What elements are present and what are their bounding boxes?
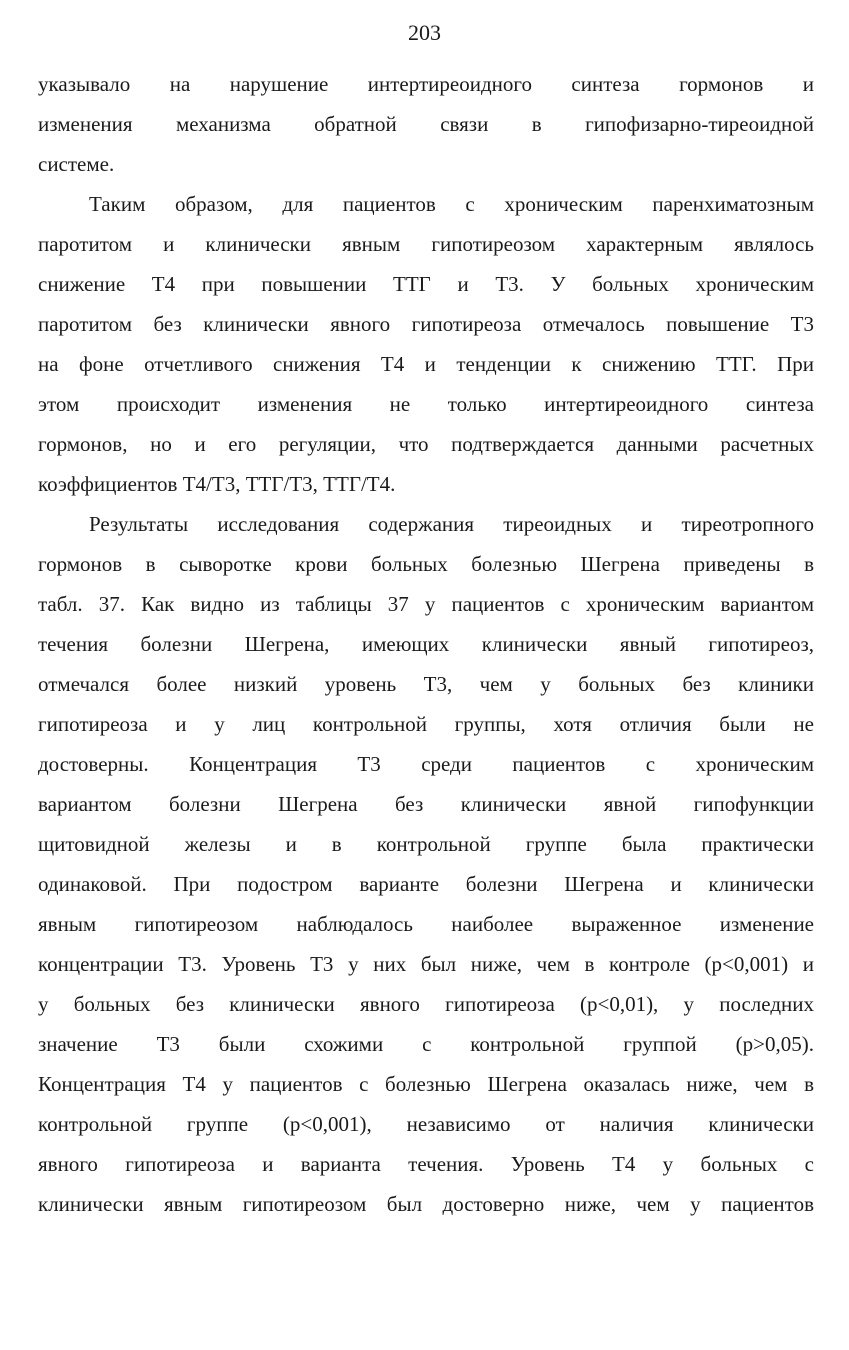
text-line: вариантом болезни Шегрена без клинически явной гипофункции xyxy=(38,792,814,816)
paragraph-2 xyxy=(38,184,814,504)
text-line: одинаковой. При подостром варианте болезни Шегрена и клинически xyxy=(38,872,814,896)
text-line: щитовидной железы и в контрольной группе была практически xyxy=(38,832,814,856)
text-line: явного гипотиреоза и варианта течения. Уровень Т4 у больных с xyxy=(38,1152,814,1176)
page-number: 203 xyxy=(408,20,441,45)
text-line: клинически явным гипотиреозом был достоверно ниже, чем у пациентов xyxy=(38,1192,814,1216)
body-text xyxy=(38,64,814,1224)
text-line: гормонов, но и его регуляции, что подтверждается данными расчетных xyxy=(38,432,814,456)
text-line: снижение Т4 при повышении ТТГ и Т3. У больных хроническим xyxy=(38,272,814,296)
text-line: отмечался более низкий уровень Т3, чем у больных без клиники xyxy=(38,672,814,696)
text-line: Таким образом, для пациентов с хроническим паренхиматозным xyxy=(89,192,814,216)
text-line: течения болезни Шегрена, имеющих клинически явный гипотиреоз, xyxy=(38,632,814,656)
text-line: концентрации Т3. Уровень Т3 у них был ниже, чем в контроле (р<0,001) и xyxy=(38,952,814,976)
text-line: на фоне отчетливого снижения Т4 и тенденции к снижению ТТГ. При xyxy=(38,352,814,376)
text-line: паротитом и клинически явным гипотиреозом характерным являлось xyxy=(38,232,814,256)
text-line: контрольной группе (р<0,001), независимо от наличия клинически xyxy=(38,1112,814,1136)
text-line: значение Т3 были схожими с контрольной группой (р>0,05). xyxy=(38,1032,814,1056)
text-line: указывало на нарушение интертиреоидного синтеза гормонов и xyxy=(38,72,814,96)
text-line: Концентрация Т4 у пациентов с болезнью Шегрена оказалась ниже, чем в xyxy=(38,1072,814,1096)
text-line: гормонов в сыворотке крови больных болезнью Шегрена приведены в xyxy=(38,552,814,576)
text-line: паротитом без клинически явного гипотиреоза отмечалось повышение Т3 xyxy=(38,312,814,336)
text-line: достоверны. Концентрация Т3 среди пациентов с хроническим xyxy=(38,752,814,776)
paragraph-1 xyxy=(38,64,814,184)
text-line: системе. xyxy=(38,152,115,176)
text-line: этом происходит изменения не только интертиреоидного синтеза xyxy=(38,392,814,416)
text-line: Результаты исследования содержания тиреоидных и тиреотропного xyxy=(89,512,814,536)
text-line: у больных без клинически явного гипотиреоза (р<0,01), у последних xyxy=(38,992,814,1016)
paragraph-3 xyxy=(38,504,814,1224)
text-line: коэффициентов Т4/Т3, ТТГ/Т3, ТТГ/Т4. xyxy=(38,472,396,496)
text-line: изменения механизма обратной связи в гипофизарно-тиреоидной xyxy=(38,112,814,136)
text-line: табл. 37. Как видно из таблицы 37 у пациентов с хроническим вариантом xyxy=(38,592,814,616)
text-line: явным гипотиреозом наблюдалось наиболее выраженное изменение xyxy=(38,912,814,936)
text-line: гипотиреоза и у лиц контрольной группы, хотя отличия были не xyxy=(38,712,814,736)
